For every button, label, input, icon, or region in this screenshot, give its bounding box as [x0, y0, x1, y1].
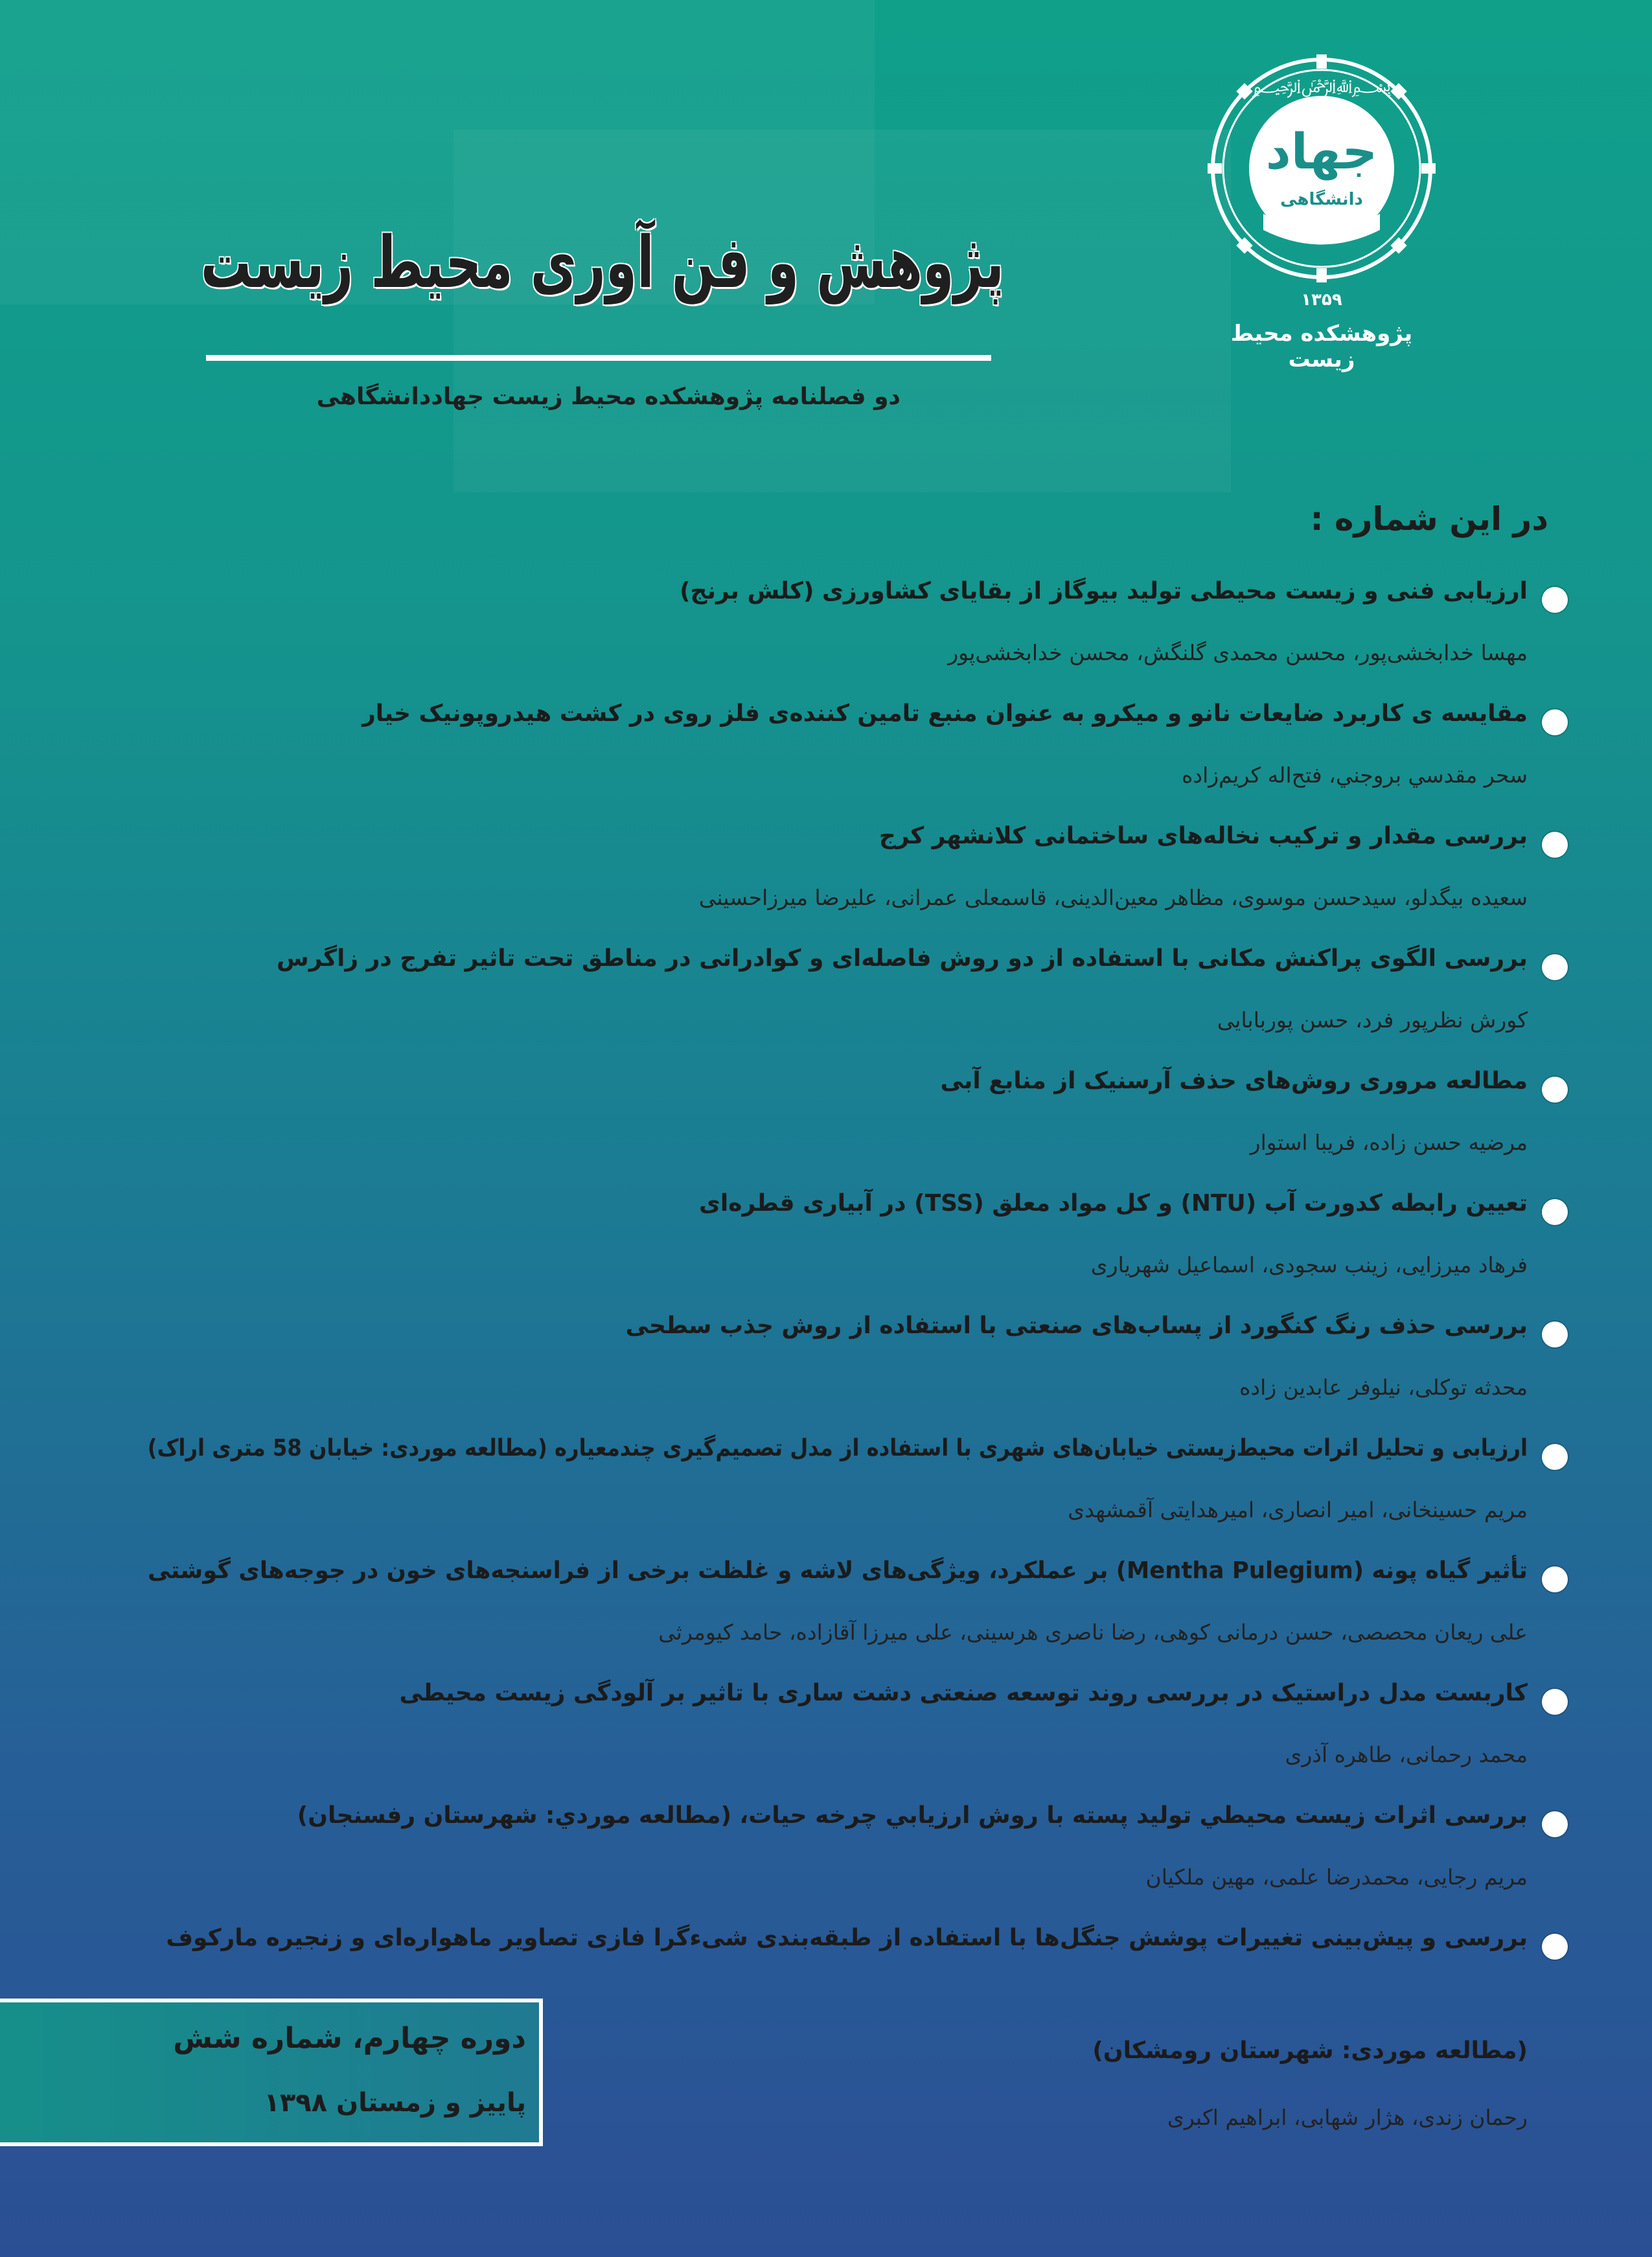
article-title: مطالعه مروری روش‌های حذف آرسنیک از منابع آبی: [940, 1068, 1528, 1094]
article-authors: مریم رجایی، محمدرضا علمی، مهین ملکیان: [1145, 1864, 1528, 1890]
article-item[interactable]: [143, 696, 1568, 819]
article-authors: رحمان زندی، هژار شهابی، ابراهیم اکبری: [1167, 2105, 1528, 2130]
article-authors: مهسا خدابخشی‌پور، محسن محمدی گلنگش، محسن خدابخشی‌پور: [948, 640, 1528, 665]
article-title: تعیین رابطه کدورت آب (NTU) و کل مواد معلق (TSS) در آبیاری قطره‌ای: [698, 1190, 1528, 1217]
logo-year: ۱۳۵۹: [1301, 290, 1342, 310]
article-item[interactable]: [143, 1553, 1568, 1676]
journal-title: پژوهش و فن آوری محیط زیست: [200, 221, 1004, 304]
article-authors: محدثه توکلی، نیلوفر عابدین زاده: [1239, 1375, 1528, 1400]
article-item[interactable]: [143, 1798, 1568, 1921]
article-authors: سعیده بیگدلو، سیدحسن موسوی، مظاهر معین‌الدینی، قاسمعلی عمرانی، علیرضا میرزاحسینی: [698, 885, 1528, 910]
bullet-icon: [1542, 1322, 1568, 1347]
background-panel: [453, 130, 1231, 492]
issue-info-box: [0, 1999, 543, 2146]
article-authors: مریم حسینخانی، امیر انصاری، امیرهدایتی آقمشهدی: [1068, 1497, 1528, 1522]
article-title: بررسی و پیش‌بینی تغییرات پوشش جنگل‌ها با استفاده از طبقه‌بندی شیءگرا فازی تصاویر ماهواره‌ای و زنجیره مارکوف: [166, 1925, 1528, 1951]
emblem-text: جهاد: [1265, 122, 1378, 180]
article-item[interactable]: [143, 1431, 1568, 1553]
article-title-continued: (مطالعه موردی: شهرستان رومشکان): [1092, 2037, 1528, 2064]
article-authors: مرضیه حسن زاده، فریبا استوار: [1250, 1130, 1528, 1155]
article-item[interactable]: [143, 1064, 1568, 1186]
article-title: ارزیابی و تحلیل اثرات محیط‌زیستی خیابان‌های شهری با استفاده از مدل تصمیم‌گیری چندمعیاره (مطالعه موردی: خیابان 58 متری اراک): [147, 1435, 1528, 1461]
emblem-icon: [1205, 52, 1438, 285]
title-divider: [206, 355, 991, 361]
issue-volume: دوره چهارم، شماره شش: [173, 2022, 526, 2055]
article-authors: فرهاد میرزایی، زینب سجودی، اسماعیل شهریاری: [1090, 1252, 1528, 1277]
article-title: کاربست مدل دراستیک در بررسی روند توسعه صنعتی دشت ساری با تاثیر بر آلودگی زیست محیطی: [399, 1680, 1528, 1706]
article-item[interactable]: [143, 574, 1568, 696]
bullet-icon: [1542, 1689, 1568, 1715]
article-authors: کورش نظرپور فرد، حسن پوربابایی: [1217, 1007, 1528, 1033]
article-item[interactable]: [143, 1676, 1568, 1798]
article-title: مقایسه ی کاربرد ضایعات نانو و میکرو به عنوان منبع تامین کننده‌ی فلز روی در کشت هیدروپونیک خیار: [362, 700, 1528, 727]
article-authors: محمد رحمانی، طاهره آذری: [1285, 1742, 1528, 1767]
issue-season: پاییز و زمستان ۱۳۹۸: [264, 2088, 526, 2118]
bullet-icon: [1542, 709, 1568, 735]
institute-logo: [1205, 52, 1438, 372]
contents-heading: در این شماره :: [1310, 500, 1548, 538]
bullet-icon: [1542, 1199, 1568, 1225]
institute-name: پژوهشکده محیط زیست: [1230, 321, 1413, 372]
article-item[interactable]: [143, 941, 1568, 1064]
article-item[interactable]: [143, 1309, 1568, 1431]
bullet-icon: [1542, 1934, 1568, 1960]
article-title: بررسی اثرات زیست محیطي توليد پسته با روش ارزيابي چرخه حيات، (مطالعه موردي: شهرستان رفسنجان): [297, 1802, 1528, 1829]
article-authors: علی ریعان محصصی، حسن درمانی کوهی، رضا ناصری هرسینی، علی میرزا آقازاده، حامد کیومرثی: [658, 1620, 1528, 1645]
bullet-icon: [1542, 587, 1568, 613]
emblem-subtext: دانشگاهی: [1280, 190, 1363, 209]
bullet-icon: [1542, 832, 1568, 858]
journal-subtitle: دو فصلنامه پژوهشکده محیط زیست جهاددانشگاهی: [316, 384, 901, 410]
article-title: بررسی الگوی پراکنش مکانی با استفاده از دو روش فاصله‌ای و کوادراتی در مناطق تحت تاثیر تفرج در زاگرس: [277, 945, 1528, 972]
bullet-icon: [1542, 1444, 1568, 1470]
bullet-icon: [1542, 1077, 1568, 1103]
article-title: ارزیابی فنی و زیست محیطی تولید بیوگاز از بقایای کشاورزی (کلش برنج): [680, 578, 1528, 604]
article-item[interactable]: [143, 1186, 1568, 1309]
article-authors: سحر مقدسي بروجني، فتح‌اله کریم‌زاده: [1182, 762, 1528, 788]
article-title: بررسی حذف رنگ کنگورد از پساب‌های صنعتی با استفاده از روش جذب سطحی: [625, 1312, 1528, 1339]
article-title: تأثیر گیاه پونه (Mentha Pulegium) بر عملکرد، ویژگی‌های لاشه و غلظت برخی از فراسنجه‌های خون در جوجه‌های گوشتی: [148, 1557, 1528, 1584]
article-item[interactable]: [143, 819, 1568, 941]
bullet-icon: [1542, 1566, 1568, 1592]
article-title: بررسی مقدار و ترکیب نخاله‌های ساختمانی کلانشهر کرج: [878, 823, 1528, 849]
ring-inscription: ﷽: [1252, 75, 1392, 97]
bullet-icon: [1542, 1811, 1568, 1837]
bullet-icon: [1542, 954, 1568, 980]
